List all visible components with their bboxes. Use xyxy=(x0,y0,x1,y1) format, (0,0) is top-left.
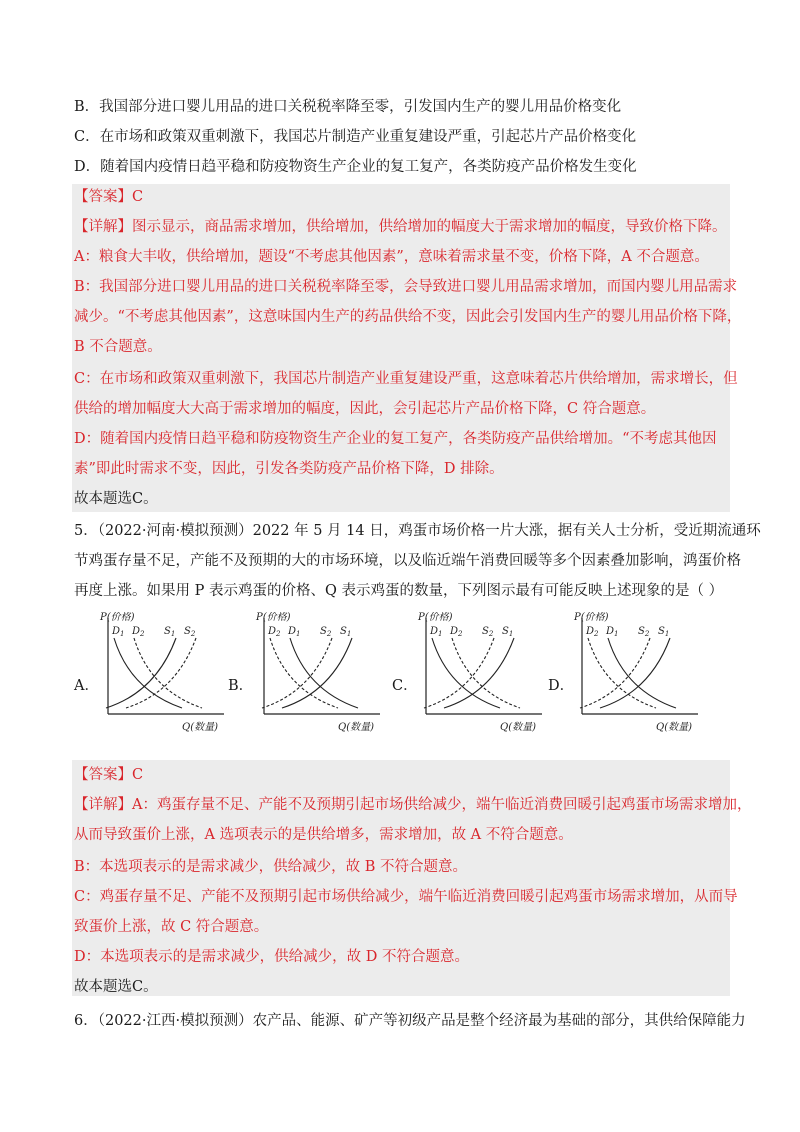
answer5-detail-line: D：本选项表示的是需求减少，供给减少，故 D 不符合题意。 xyxy=(74,949,469,965)
answer4-detail-line: C：在市场和政策双重刺激下，我国芯片制造产业重复建设严重，这意味着芯片供给增加，需求增长，但 xyxy=(74,371,738,387)
q4-option-c: C．在市场和政策双重刺激下，我国芯片制造产业重复建设严重，引起芯片产品价格变化 xyxy=(74,129,637,145)
q5-option-label-c: C． xyxy=(392,678,418,694)
supply-curve-s2 xyxy=(262,638,332,708)
curve-label: $S_1$ xyxy=(164,626,176,638)
q4-option-d: D．随着国内疫情日趋平稳和防疫物资生产企业的复工复产，各类防疫产品价格发生变化 xyxy=(74,159,637,175)
answer5-conclusion: 故本题选C。 xyxy=(74,979,158,995)
curve-label: $D_2$ xyxy=(586,626,599,638)
answer4-detail-line: B：我国部分进口婴儿用品的进口关税税率降至零，会导致进口婴儿用品需求增加，而国内婴儿用品需求 xyxy=(74,279,738,295)
curve-label: $D_2$ xyxy=(268,626,281,638)
answer5-detail-line: 【详解】A：鸡蛋存量不足、产能不及预期引起市场供给减少，端午临近消费回暖引起鸡蛋市场需求增加， xyxy=(74,797,752,813)
supply-curve-s1 xyxy=(282,638,352,708)
curve-label: $D_1$ xyxy=(606,626,619,638)
q5-stem-line: 节鸡蛋存量不足，产能不及预期的大的市场环境，以及临近端午消费回暖等多个因素叠加影响，鸿蛋价格 xyxy=(74,553,741,569)
curve-label: $D_1$ xyxy=(430,626,443,638)
q5-stem-line: 5．（2022·河南·模拟预测）2022 年 5 月 14 日，鸡蛋市场价格一片大涨，据有关人士分析，受近期流通环 xyxy=(74,523,761,539)
y-axis-label: P(价格) xyxy=(574,612,609,623)
answer4-detail-line: B 不合题意。 xyxy=(74,339,162,355)
x-axis-label: Q(数量) xyxy=(338,722,375,733)
curve-label: $S_2$ xyxy=(482,626,494,638)
curve-label: $S_2$ xyxy=(638,626,650,638)
q5-stem-line: 再度上涨。如果用 P 表示鸡蛋的价格、Q 表示鸡蛋的数量，下列图示最有可能反映上述现象的是（ ） xyxy=(74,583,724,599)
supply-curve-s1 xyxy=(106,638,176,708)
curve-label: $S_1$ xyxy=(658,626,670,638)
curve-label: $S_1$ xyxy=(340,626,352,638)
answer4-detail-line: 【详解】图示显示，商品需求增加，供给增加，供给增加的幅度大于需求增加的幅度，导致价格下降。 xyxy=(74,219,727,235)
q5-option-label-d: D． xyxy=(548,678,575,694)
answer4-conclusion: 故本题选C。 xyxy=(74,491,158,507)
supply-curve-s1 xyxy=(444,638,514,708)
supply-curve-s2 xyxy=(126,638,196,708)
answer5-answer-line: 【答案】C xyxy=(74,767,144,783)
curve-label: $D_2$ xyxy=(132,626,145,638)
y-axis-label: P(价格) xyxy=(418,612,453,623)
answer4-answer-line: 【答案】C xyxy=(74,189,144,205)
answer4-detail-line: 减少。“不考虑其他因素”，这意味国内生产的药品供给不变，因此会引发国内生产的婴儿用品价格下降， xyxy=(74,309,742,325)
answer5-detail-line: B：本选项表示的是需求减少，供给减少，故 B 不符合题意。 xyxy=(74,859,468,875)
y-axis-label: P(价格) xyxy=(100,612,135,623)
q5-option-label-b: B． xyxy=(228,678,254,694)
q5-option-label-a: A． xyxy=(74,678,99,694)
supply-curve-s1 xyxy=(600,638,670,708)
curve-label: $D_1$ xyxy=(112,626,125,638)
q5-graph-b xyxy=(254,612,384,737)
answer5-detail-line: 从而导致蛋价上涨，A 选项表示的是供给增多，需求增加，故 A 不符合题意。 xyxy=(74,827,573,843)
answer5-detail-line: C：鸡蛋存量不足、产能不及预期引起市场供给减少，端午临近消费回暖引起鸡蛋市场需求增加，从而导 xyxy=(74,889,738,905)
curve-label: $D_2$ xyxy=(450,626,463,638)
answer4-detail-line: D：随着国内疫情日趋平稳和防疫物资生产企业的复工复产，各类防疫产品供给增加。“不考虑其他因 xyxy=(74,431,717,447)
answer4-detail-line: A：粮食大丰收，供给增加，题设“不考虑其他因素”，意味着需求量不变，价格下降，A 不合题意。 xyxy=(74,249,709,265)
q5-graph-c xyxy=(416,612,546,737)
answer5-detail-line: 致蛋价上涨，故 C 符合题意。 xyxy=(74,919,269,935)
curve-label: $S_1$ xyxy=(502,626,514,638)
supply-curve-s2 xyxy=(580,638,650,708)
curve-label: $S_2$ xyxy=(320,626,332,638)
answer4-detail-line: 素”即此时需求不变，因此，引发各类防疫产品价格下降，D 排除。 xyxy=(74,461,504,477)
q6-stem-line: 6．（2022·江西·模拟预测）农产品、能源、矿产等初级产品是整个经济最为基础的部分，其供给保障能力 xyxy=(74,1013,746,1029)
x-axis-label: Q(数量) xyxy=(656,722,693,733)
curve-label: $D_1$ xyxy=(288,626,301,638)
q5-graph-d xyxy=(572,612,702,737)
supply-curve-s2 xyxy=(424,638,494,708)
q4-option-b: B．我国部分进口婴儿用品的进口关税税率降至零，引发国内生产的婴儿用品价格变化 xyxy=(74,99,622,115)
q5-graph-a xyxy=(98,612,228,737)
x-axis-label: Q(数量) xyxy=(182,722,219,733)
answer4-detail-line: 供给的增加幅度大大高于需求增加的幅度，因此，会引起芯片产品价格下降，C 符合题意。 xyxy=(74,401,656,417)
y-axis-label: P(价格) xyxy=(256,612,291,623)
x-axis-label: Q(数量) xyxy=(500,722,537,733)
curve-label: $S_2$ xyxy=(184,626,196,638)
